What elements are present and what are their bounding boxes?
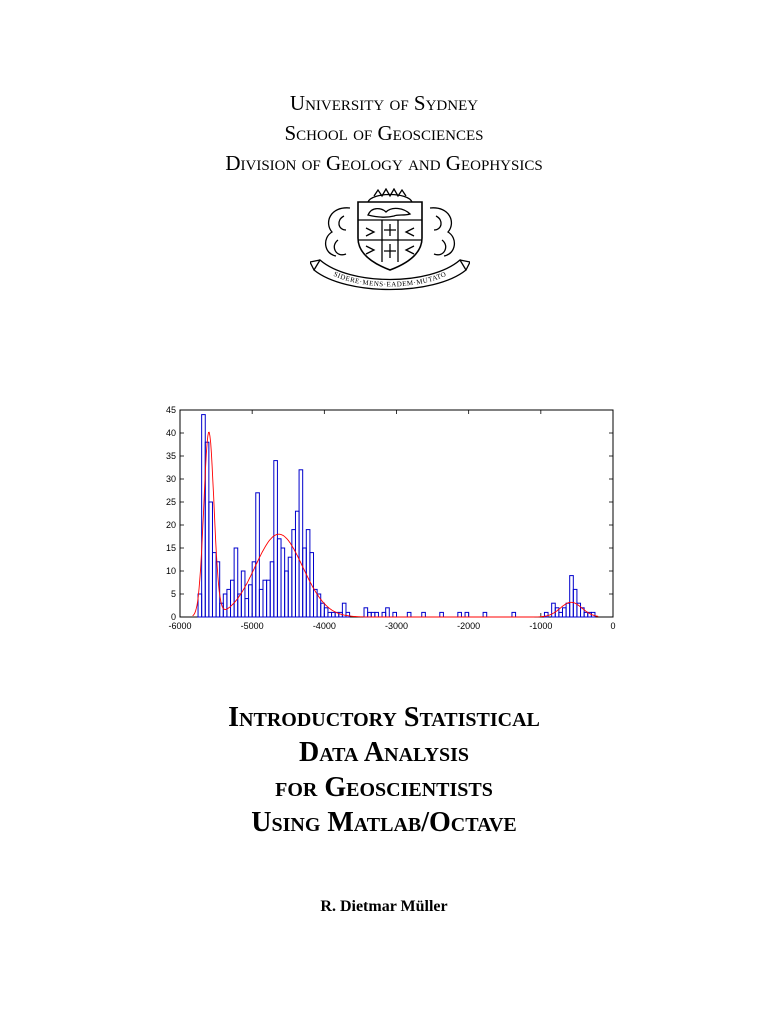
histogram-bar [267, 580, 271, 617]
histogram-bar [227, 589, 231, 617]
histogram-bar [270, 562, 274, 617]
histogram-bar [562, 608, 566, 617]
title-line-1: Introductory Statistical [228, 702, 540, 733]
title-line-3: for Geoscientists [275, 772, 493, 803]
histogram-bar [281, 548, 285, 617]
histogram-bar [375, 612, 379, 617]
histogram-bar [241, 571, 245, 617]
histogram-bar [559, 612, 563, 617]
y-tick-label: 45 [165, 405, 176, 415]
histogram-bar [483, 612, 487, 617]
histogram-bar [332, 612, 336, 617]
histogram-bar [512, 612, 516, 617]
histogram-bar [306, 530, 310, 617]
histogram-bar [292, 530, 296, 617]
histogram-bar [407, 612, 411, 617]
histogram-bar [303, 548, 307, 617]
seal-motto: SIDERE·MENS·EADEM·MUTATO [332, 270, 448, 289]
histogram-bar [234, 548, 238, 617]
histogram-bar [256, 493, 260, 617]
histogram-bar [566, 603, 570, 617]
histogram-bar [440, 612, 444, 617]
histogram-bar [465, 612, 469, 617]
histogram-bar [295, 511, 299, 617]
y-tick-label: 30 [165, 474, 176, 484]
y-axis [166, 405, 613, 622]
histogram-bar [288, 557, 292, 617]
histogram-bar [299, 470, 303, 617]
header-school: School of Geosciences [284, 121, 484, 145]
histogram-bar [382, 612, 386, 617]
university-seal [310, 188, 470, 300]
x-tick-label: 0 [610, 621, 616, 631]
histogram-bar [552, 603, 556, 617]
y-tick-label: 20 [165, 520, 176, 530]
fit-curve [193, 432, 599, 617]
histogram-bar [259, 589, 263, 617]
header-university: University of Sydney [289, 91, 479, 115]
x-tick-label: -1000 [529, 621, 553, 631]
y-tick-label: 10 [165, 566, 176, 576]
histogram-bar [458, 612, 462, 617]
histogram-bar [263, 580, 267, 617]
histogram-bar [328, 612, 332, 617]
histogram-bar [570, 576, 574, 617]
x-tick-label: -2000 [457, 621, 481, 631]
title-line-4: Using Matlab/Octave [251, 807, 517, 838]
histogram-bar [285, 571, 289, 617]
histogram-bar [245, 599, 249, 617]
title-line-2: Data Analysis [298, 737, 470, 768]
histogram-bars [198, 415, 595, 617]
y-tick-label: 15 [165, 543, 176, 553]
y-tick-label: 40 [165, 428, 176, 438]
y-tick-label: 0 [170, 612, 176, 622]
author-name: R. Dietmar Müller [320, 898, 448, 915]
histogram-bar [277, 539, 281, 617]
histogram-bar [198, 594, 202, 617]
histogram-bar [422, 612, 426, 617]
y-tick-label: 25 [165, 497, 176, 507]
histogram-bar [393, 612, 397, 617]
y-tick-label: 5 [170, 589, 176, 599]
histogram-bar [584, 612, 588, 617]
x-tick-label: -4000 [312, 621, 336, 631]
x-tick-label: -6000 [168, 621, 192, 631]
x-tick-label: -3000 [384, 621, 409, 631]
header-division: Division of Geology and Geophysics [225, 151, 543, 175]
histogram-bar [212, 553, 216, 617]
histogram-bar [386, 608, 390, 617]
histogram-bar [371, 612, 375, 617]
histogram-bar [249, 585, 253, 617]
histogram-chart [150, 402, 630, 634]
histogram-bar [321, 603, 325, 617]
histogram-bar [209, 502, 213, 617]
histogram-bar [368, 612, 372, 617]
histogram-bar [231, 580, 235, 617]
histogram-bar [364, 608, 368, 617]
x-tick-label: -5000 [240, 621, 264, 631]
y-tick-label: 35 [165, 451, 176, 461]
histogram-bar [274, 461, 278, 617]
histogram-bar [223, 594, 227, 617]
histogram-bar [324, 608, 328, 617]
